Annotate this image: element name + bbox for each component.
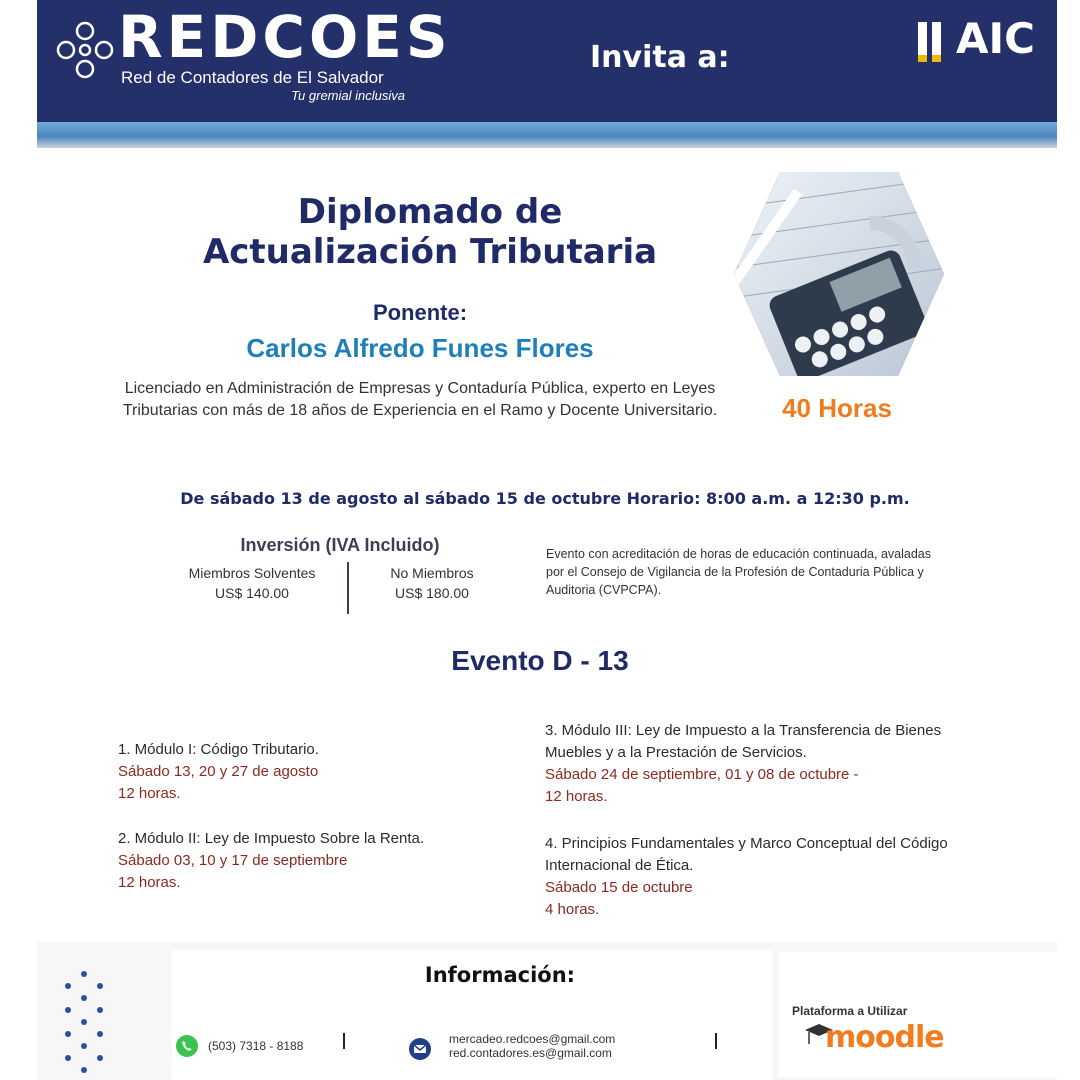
module-1 bbox=[118, 739, 498, 805]
module-dates: Sábado 24 de septiembre, 01 y 08 de octubre - bbox=[545, 766, 859, 783]
event-code: Evento D - 13 bbox=[451, 645, 629, 676]
module-title: 2. Módulo II: Ley de Impuesto Sobre la Renta. bbox=[118, 830, 425, 847]
platform-label: Plataforma a Utilizar bbox=[792, 1004, 908, 1018]
investment-title: Inversión (IVA Incluido) bbox=[240, 535, 440, 555]
footer-separator bbox=[343, 1033, 345, 1049]
course-hours: 40 Horas bbox=[782, 393, 892, 423]
invite-text: Invita a: bbox=[590, 40, 730, 75]
accreditation-note: Evento con acreditación de horas de educación continuada, avaladas por el Consejo de Vigilancia de la Profesión de Contaduria Pública y Auditoria (CVPCPA). bbox=[546, 547, 931, 597]
price-non-members-value: US$ 180.00 bbox=[395, 585, 469, 601]
moodle-logo bbox=[805, 1018, 944, 1062]
email-link[interactable]: red.contadores.es@gmail.com bbox=[449, 1046, 612, 1060]
aic-bars-icon bbox=[916, 22, 946, 62]
price-non-members-label: No Miembros bbox=[390, 565, 474, 581]
email-link[interactable]: mercadeo.redcoes@gmail.com bbox=[449, 1032, 616, 1046]
whatsapp-icon bbox=[175, 1034, 199, 1058]
decorative-dots-icon bbox=[60, 968, 120, 1078]
schedule-line: De sábado 13 de agosto al sábado 15 de octubre Horario: 8:00 a.m. a 12:30 p.m. bbox=[180, 489, 910, 508]
course-title bbox=[150, 192, 710, 272]
module-dates: Sábado 03, 10 y 17 de septiembre bbox=[118, 852, 348, 869]
module-hours: 12 horas. bbox=[118, 785, 181, 802]
redcoes-logo bbox=[55, 3, 452, 110]
logo-tagline: Tu gremial inclusiva bbox=[291, 88, 405, 103]
module-hours: 4 horas. bbox=[545, 901, 600, 918]
network-circles-icon bbox=[55, 20, 115, 80]
price-members-label: Miembros Solventes bbox=[188, 565, 316, 581]
speaker-label: Ponente: bbox=[372, 300, 468, 325]
price-non-members bbox=[352, 563, 512, 603]
header-stripe bbox=[37, 122, 1057, 148]
aic-text: AIC bbox=[956, 14, 1035, 63]
module-dates: Sábado 13, 20 y 27 de agosto bbox=[118, 763, 319, 780]
footer-separator bbox=[715, 1033, 717, 1049]
phone-number[interactable]: (503) 7318 - 8188 bbox=[208, 1039, 304, 1053]
module-title: 1. Módulo I: Código Tributario. bbox=[118, 741, 319, 758]
price-divider bbox=[347, 562, 349, 614]
module-4 bbox=[545, 833, 955, 921]
module-hours: 12 horas. bbox=[118, 874, 181, 891]
info-title: Información: bbox=[424, 963, 576, 987]
price-members bbox=[172, 563, 332, 603]
moodle-wordmark: moodle bbox=[825, 1020, 944, 1055]
speaker-bio: Licenciado en Administración de Empresas y Contaduría Pública, experto en Leyes Tributarias con más de 18 años de Experiencia en el Ramo y Docente Universitario. bbox=[122, 380, 718, 419]
module-2 bbox=[118, 828, 498, 894]
module-3 bbox=[545, 720, 955, 808]
email-list bbox=[449, 1032, 615, 1060]
logo-subtitle: Red de Contadores de El Salvador bbox=[121, 68, 384, 87]
speaker-name: Carlos Alfredo Funes Flores bbox=[246, 333, 594, 363]
module-dates: Sábado 15 de octubre bbox=[545, 879, 693, 896]
module-title: 3. Módulo III: Ley de Impuesto a la Transferencia de Bienes Muebles y a la Prestación de Servicios. bbox=[545, 722, 942, 761]
module-title: 4. Principios Fundamentales y Marco Conceptual del Código Internacional de Ética. bbox=[545, 835, 948, 874]
module-hours: 12 horas. bbox=[545, 788, 608, 805]
mail-icon bbox=[408, 1037, 432, 1061]
logo-name: REDCOES bbox=[118, 3, 452, 71]
price-members-value: US$ 140.00 bbox=[215, 585, 289, 601]
calculator-photo-icon bbox=[730, 168, 948, 380]
course-title-line2: Actualización Tributaria bbox=[202, 232, 658, 272]
course-title-line1: Diplomado de bbox=[297, 192, 563, 232]
